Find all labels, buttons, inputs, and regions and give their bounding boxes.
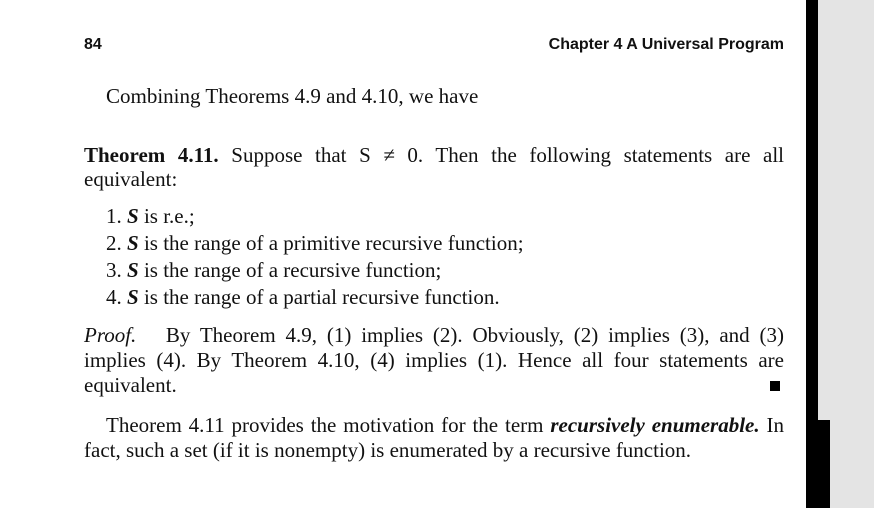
list-text: is the range of a partial recursive function. (143, 285, 500, 309)
equivalence-list (106, 203, 786, 311)
page-number: 84 (84, 36, 102, 53)
list-item (106, 257, 786, 284)
list-item (106, 230, 786, 257)
proof-paragraph (84, 323, 784, 398)
list-text: is the range of a primitive recursive function; (143, 231, 524, 255)
list-text: is the range of a recursive function; (143, 258, 442, 282)
set-variable: S (127, 285, 139, 309)
chapter-title: Chapter 4 A Universal Program (548, 36, 784, 53)
page-edge (806, 0, 818, 508)
list-marker: 1. (106, 204, 122, 228)
list-marker: 2. (106, 231, 122, 255)
theorem-4-11 (84, 143, 784, 191)
qed-square (770, 381, 780, 391)
set-variable: S (127, 204, 139, 228)
closing-text-after: In fact, such a set (if it is nonempty) is enumerated by a recursive function. (84, 413, 784, 462)
emphasized-term: recursively enumerable. (550, 413, 760, 437)
proof-text: By Theorem 4.9, (1) implies (2). Obviously, (2) implies (3), and (3) implies (4). By Theorem 4.10, (4) implies (1). Hence all four statements are equivalent. (84, 323, 784, 397)
page-shadow (818, 420, 830, 508)
proof-label: Proof. (84, 323, 137, 347)
set-variable: S (127, 258, 139, 282)
running-head (84, 36, 784, 58)
theorem-label: Theorem 4.11. (84, 143, 219, 167)
closing-text-before: Theorem 4.11 provides the motivation for the term (106, 413, 551, 437)
list-marker: 3. (106, 258, 122, 282)
list-text: is r.e.; (143, 204, 195, 228)
list-item (106, 203, 786, 230)
set-variable: S (127, 231, 139, 255)
list-item (106, 284, 786, 311)
closing-paragraph (84, 413, 784, 463)
intro-paragraph: Combining Theorems 4.9 and 4.10, we have (106, 84, 479, 108)
list-marker: 4. (106, 285, 122, 309)
theorem-statement: Suppose that S ≠ 0. Then the following statements are all equivalent: (84, 143, 784, 191)
